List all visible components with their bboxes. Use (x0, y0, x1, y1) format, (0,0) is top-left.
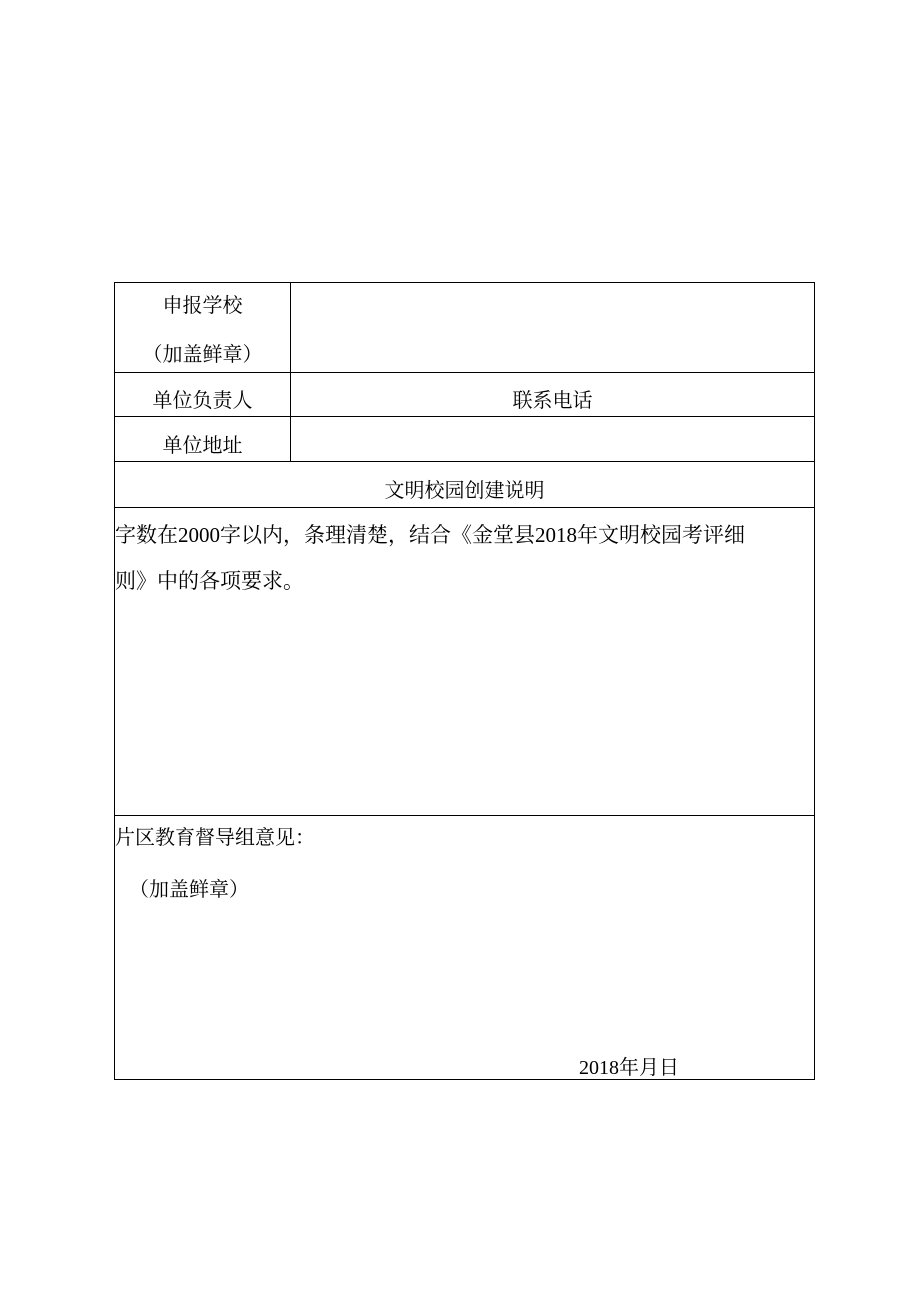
instruction-text: 字数在 (115, 523, 178, 547)
address-value-field[interactable] (291, 417, 814, 461)
description-title: 文明校园创建说明 (384, 478, 545, 502)
instruction-text: 字以内，条理清楚，结合《金堂县 (220, 523, 535, 547)
date-year: 2018 (579, 1057, 619, 1079)
instruction-number: 2000 (178, 523, 220, 547)
date-suffix: 年月日 (619, 1055, 679, 1079)
row-divider (115, 507, 814, 508)
description-instruction-line-2: 则》中的各项要求。 (115, 569, 304, 593)
supervision-opinion-label: 片区教育督导组意见： (115, 825, 315, 849)
application-form-table (114, 282, 815, 1080)
supervision-seal-note: （加盖鲜章） (129, 877, 249, 901)
signature-date (579, 1057, 679, 1078)
responsible-person-label: 单位负责人 (152, 388, 253, 412)
description-instruction-line-1 (115, 525, 745, 546)
school-value-field[interactable] (291, 283, 814, 372)
contact-phone-label: 联系电话 (512, 388, 593, 412)
school-label: 申报学校 (162, 293, 243, 317)
address-label: 单位地址 (162, 433, 243, 457)
row-divider (115, 372, 814, 373)
row-divider (115, 461, 814, 462)
row-divider (115, 815, 814, 816)
school-seal-note: （加盖鲜章） (142, 342, 263, 366)
instruction-year: 2018 (535, 523, 577, 547)
instruction-text: 年文明校园考评细 (577, 523, 745, 547)
